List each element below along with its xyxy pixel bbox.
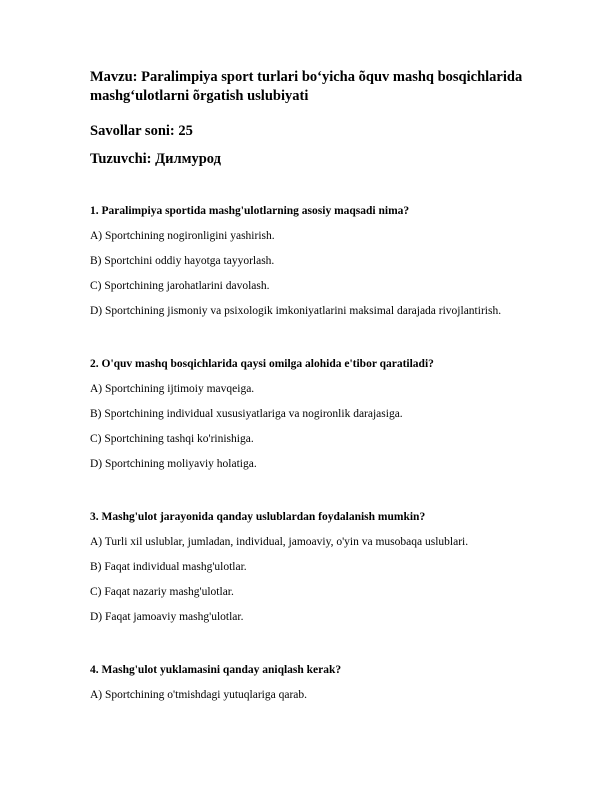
question-2-option-c: C) Sportchining tashqi ko'rinishiga. [90,433,254,445]
question-count: Savollar soni: 25 [90,123,193,139]
question-2-title: 2. O'quv mashq bosqichlarida qaysi omilga alohida e'tibor qaratiladi? [90,358,434,370]
author-line: Tuzuvchi: Дилмурод [90,151,221,167]
question-3-option-c: C) Faqat nazariy mashg'ulotlar. [90,586,234,598]
question-1-option-b: B) Sportchini oddiy hayotga tayyorlash. [90,255,275,267]
question-2-option-a: A) Sportchining ijtimoiy mavqeiga. [90,383,255,395]
question-2-option-b: B) Sportchining individual xususiyatlariga va nogironlik darajasiga. [90,408,403,420]
question-1-title: 1. Paralimpiya sportida mashg'ulotlarning asosiy maqsadi nima? [90,205,410,217]
topic-heading: Mavzu: Paralimpiya sport turlari bo‘yicha õquv mashq bosqichlarida mashg‘ulotlarni õrgatish uslubiyati [90,69,523,104]
question-2-option-d: D) Sportchining moliyaviy holatiga. [90,458,257,470]
question-1-option-c: C) Sportchining jarohatlarini davolash. [90,280,270,292]
question-3-option-a: A) Turli xil uslublar, jumladan, individual, jamoaviy, o'yin va musobaqa uslublari. [90,536,469,548]
question-3-option-d: D) Faqat jamoaviy mashg'ulotlar. [90,611,244,623]
question-1-option-a: A) Sportchining nogironligini yashirish. [90,230,275,242]
question-1-option-d: D) Sportchining jismoniy va psixologik imkoniyatlarini maksimal darajada rivojlantirish. [90,305,502,317]
question-4-option-a: A) Sportchining o'tmishdagi yutuqlariga qarab. [90,689,308,701]
question-4-title: 4. Mashg'ulot yuklamasini qanday aniqlash kerak? [90,664,342,676]
question-3-option-b: B) Faqat individual mashg'ulotlar. [90,561,247,573]
question-3-title: 3. Mashg'ulot jarayonida qanday uslublardan foydalanish mumkin? [90,511,426,523]
